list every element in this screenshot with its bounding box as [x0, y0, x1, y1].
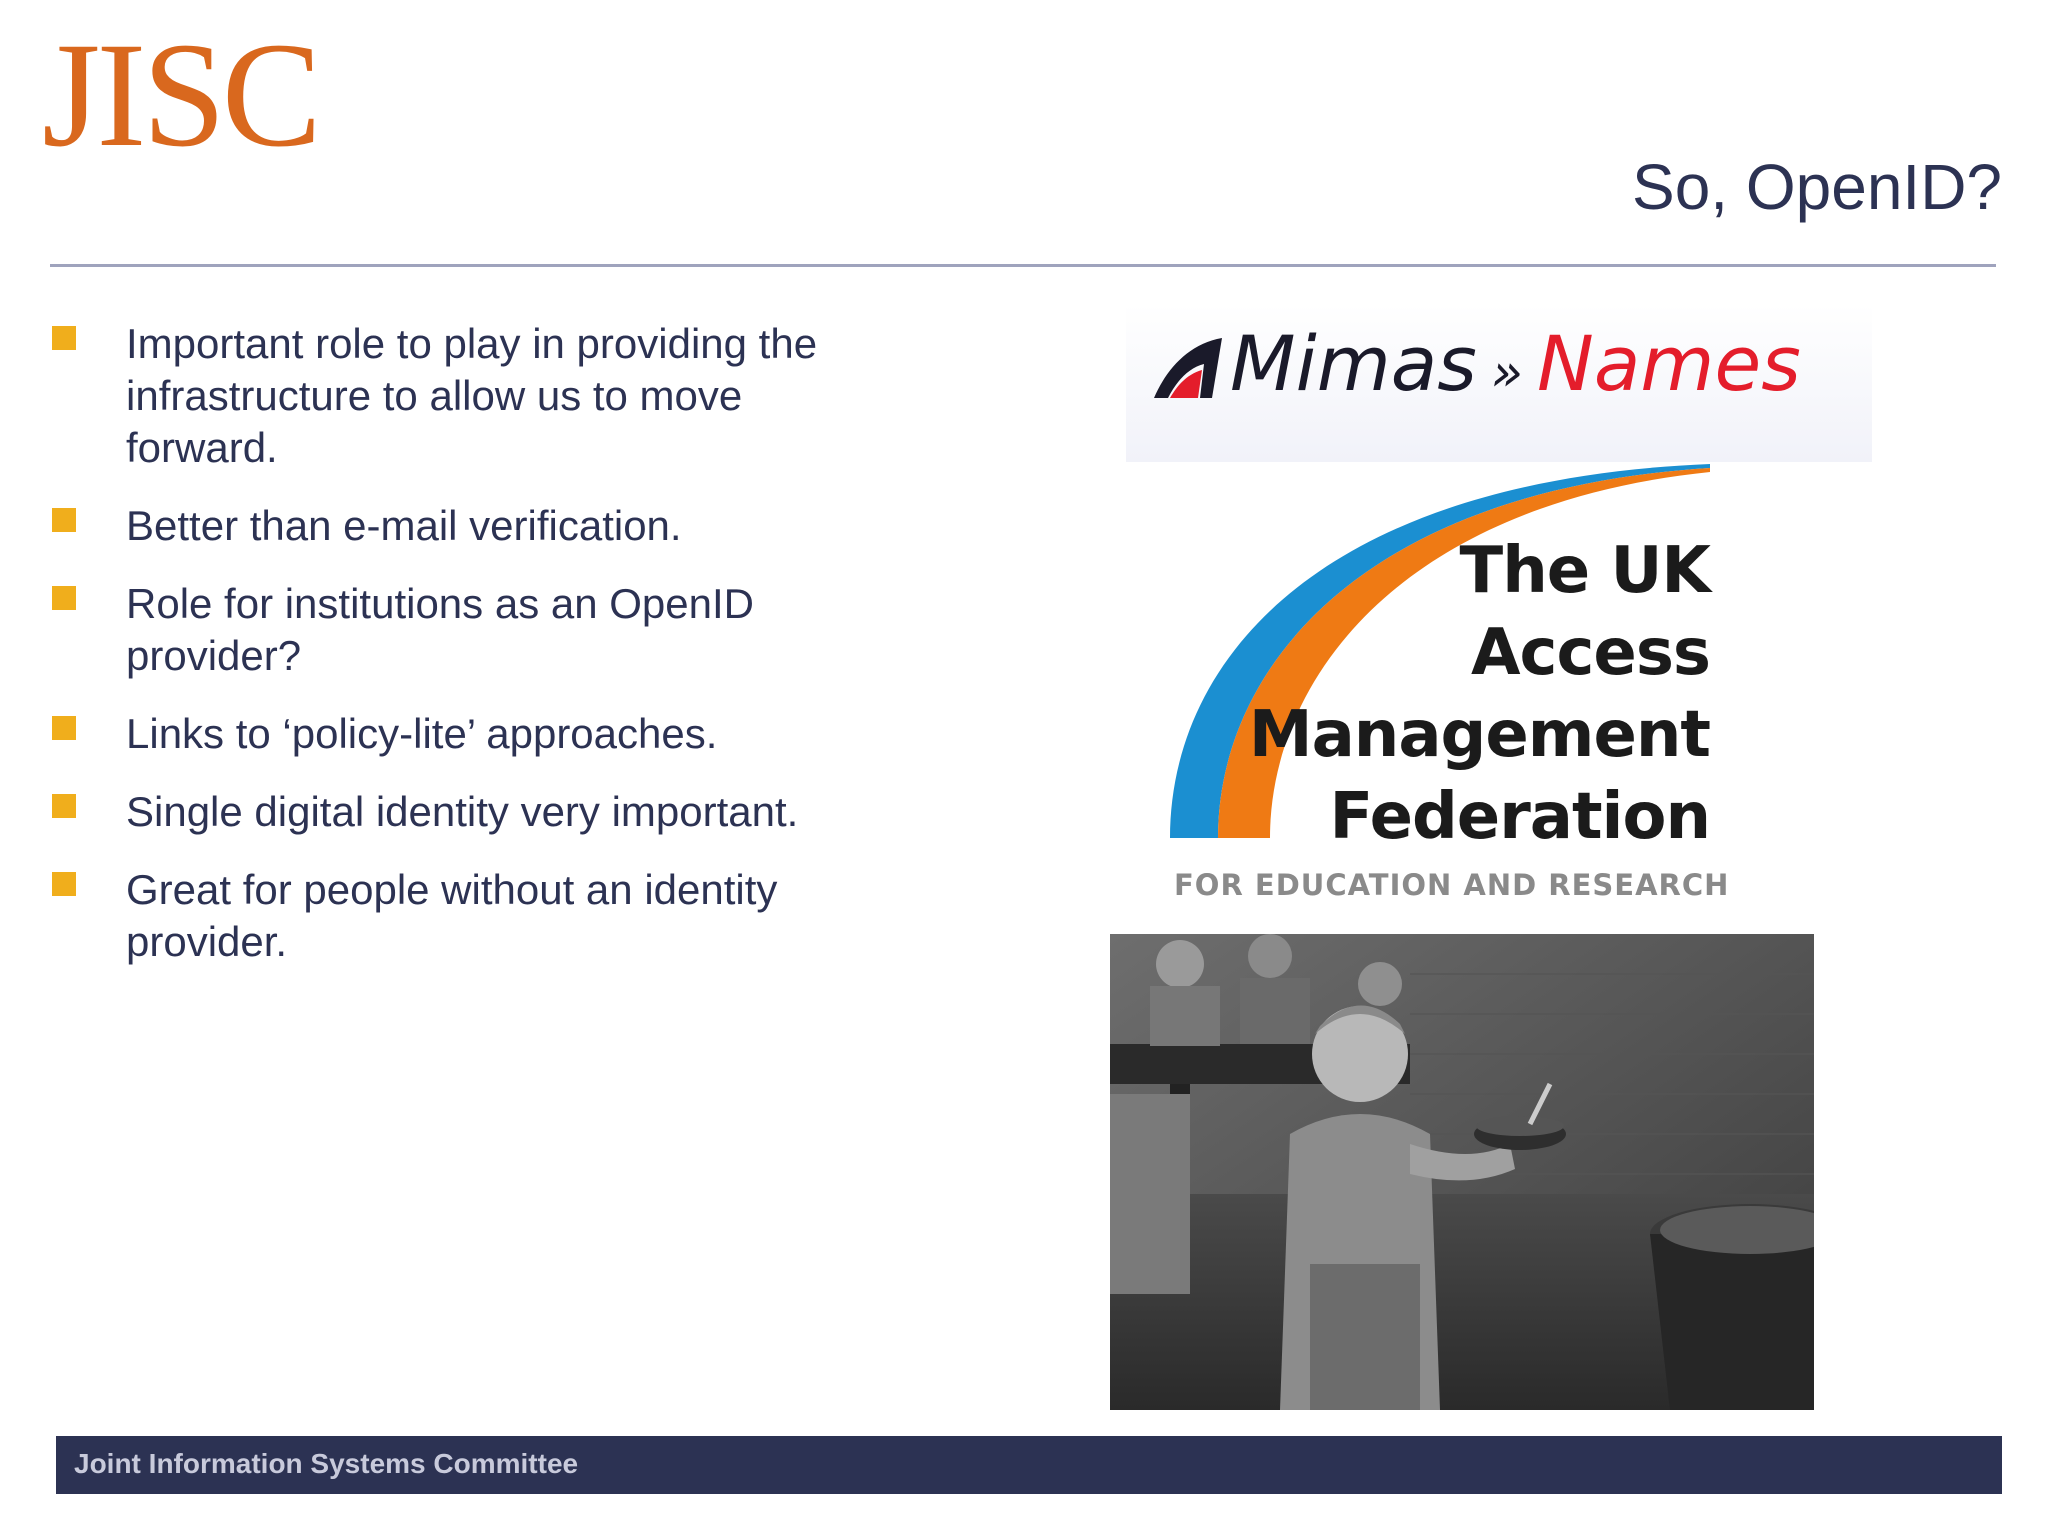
- bullet-item: [52, 500, 832, 552]
- mimas-word: Mimas: [1230, 319, 1477, 408]
- bullet-item: [52, 318, 832, 474]
- mimas-wing-icon: [1152, 334, 1232, 400]
- mimas-separator: »: [1490, 343, 1523, 403]
- uk-federation-logo: [1160, 460, 1730, 910]
- bullet-square-icon: [52, 326, 76, 350]
- bullet-text: Links to ‘policy-lite’ approaches.: [126, 710, 718, 757]
- bullet-item: [52, 578, 832, 682]
- bullet-text: Single digital identity very important.: [126, 788, 799, 835]
- federation-title-line: Federation: [1329, 780, 1710, 854]
- federation-title-line: The UK: [1459, 534, 1710, 608]
- photo-boy-with-bowl: [1110, 934, 1814, 1410]
- federation-title-line: Management: [1248, 698, 1710, 772]
- mimas-names-word: Names: [1536, 319, 1801, 408]
- jisc-logo: JISC: [42, 12, 318, 178]
- bullet-text: Role for institutions as an OpenID provider?: [126, 580, 754, 679]
- photo-illustration: [1110, 934, 1814, 1410]
- bullet-square-icon: [52, 872, 76, 896]
- bullet-item: [52, 708, 832, 760]
- title-divider: [50, 264, 1996, 267]
- mimas-names-logo: [1126, 304, 1872, 462]
- federation-tagline: FOR EDUCATION AND RESEARCH: [1174, 868, 1730, 902]
- bullet-square-icon: [52, 716, 76, 740]
- federation-title: [1249, 530, 1710, 858]
- bullet-list: [52, 318, 832, 994]
- federation-title-line: Access: [1471, 616, 1710, 690]
- bullet-text: Better than e-mail verification.: [126, 502, 682, 549]
- bullet-square-icon: [52, 586, 76, 610]
- mimas-wordmark: [1230, 319, 1801, 408]
- bullet-square-icon: [52, 508, 76, 532]
- slide-title: So, OpenID?: [1632, 151, 2002, 223]
- bullet-square-icon: [52, 794, 76, 818]
- footer-text: Joint Information Systems Committee: [74, 1448, 579, 1479]
- bullet-item: [52, 786, 832, 838]
- bullet-text: Important role to play in providing the infrastructure to allow us to move forward.: [126, 320, 818, 471]
- bullet-item: [52, 864, 832, 968]
- footer-bar: [56, 1436, 2002, 1494]
- bullet-text: Great for people without an identity provider.: [126, 866, 778, 965]
